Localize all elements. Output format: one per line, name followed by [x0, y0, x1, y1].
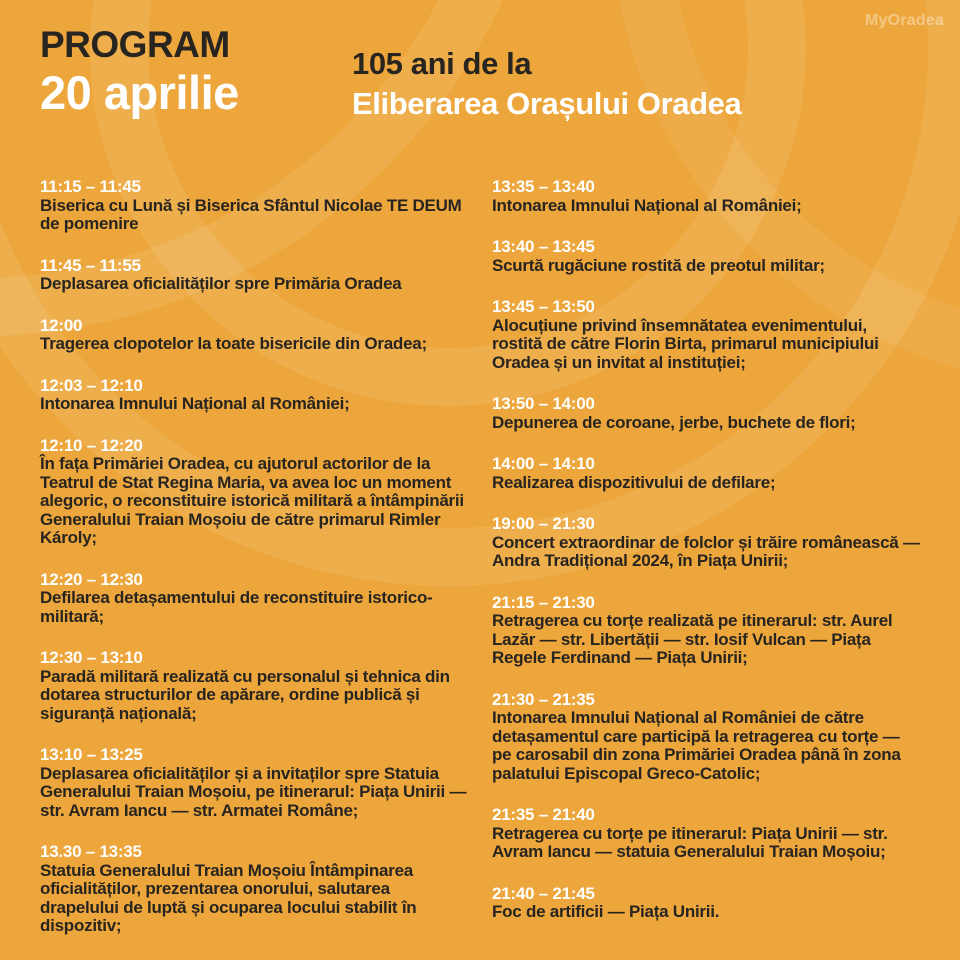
item-description: Deplasarea oficialităților și a invitaților spre Statuia Generalului Traian Moșoiu, pe itinerarul: Piața Unirii — str. Avram Iancu — str. Armatei Române; — [40, 763, 467, 820]
schedule-item — [40, 571, 468, 627]
item-time: 14:00 – 14:10 — [492, 454, 595, 473]
event-date: 20 aprilie — [40, 66, 239, 119]
schedule — [40, 178, 920, 936]
schedule-item — [492, 691, 920, 784]
item-description: Depunerea de coroane, jerbe, buchete de flori; — [492, 412, 856, 432]
schedule-item — [40, 178, 468, 234]
schedule-column-right — [492, 178, 920, 936]
item-time: 13:10 – 13:25 — [40, 745, 143, 764]
title-block — [40, 24, 239, 119]
schedule-item — [40, 746, 468, 820]
schedule-item — [40, 843, 468, 936]
schedule-item — [492, 885, 920, 922]
item-description: Intonarea Imnului Național al României; — [492, 195, 802, 215]
schedule-item — [40, 257, 468, 294]
schedule-item — [492, 298, 920, 372]
program-label: PROGRAM — [40, 24, 230, 65]
item-time: 21:40 – 21:45 — [492, 883, 595, 903]
subtitle-event-name: Eliberarea Orașului Oradea — [352, 85, 742, 121]
brand-watermark: MyOradea — [865, 12, 944, 29]
item-time: 12:20 – 12:30 — [40, 569, 143, 589]
item-time: 13:50 – 14:00 — [492, 394, 595, 413]
item-time: 13.30 – 13:35 — [40, 842, 142, 861]
item-time: 21:15 – 21:30 — [492, 592, 595, 612]
item-description: Intonarea Imnului Național al României de către detașamentul care participă la retragerea cu torțe — pe carosabil din zona Primăriei Oradea până în zona palatului Episcopal Greco-Catolic; — [492, 708, 901, 783]
item-time: 19:00 – 21:30 — [492, 514, 595, 533]
item-description: Biserica cu Lună și Biserica Sfântul Nicolae TE DEUM de pomenire — [40, 195, 462, 233]
item-description: Foc de artificii — Piața Unirii. — [492, 902, 720, 921]
schedule-item — [492, 594, 920, 668]
item-description: Paradă militară realizată cu personalul și tehnica din dotarea structurilor de apărare, ordine publică și siguranță națională; — [40, 666, 450, 723]
item-time: 21:30 – 21:35 — [492, 689, 595, 709]
item-description: Alocuțiune privind însemnătatea evenimentului, rostită de către Florin Birta, primarul municipiului Oradea și un invitat al instituției; — [492, 315, 879, 372]
schedule-item — [40, 437, 468, 548]
item-description: Intonarea Imnului Național al României; — [40, 394, 350, 413]
item-time: 13:35 – 13:40 — [492, 177, 595, 196]
item-time: 11:15 – 11:45 — [40, 177, 141, 196]
item-time: 12:30 – 13:10 — [40, 648, 143, 667]
item-time: 12:10 – 12:20 — [40, 435, 143, 455]
schedule-item — [40, 649, 468, 723]
item-description: Retragerea cu torțe pe itinerarul: Piața Unirii — str. Avram Iancu — statuia Generalului Traian Moșoiu; — [492, 823, 888, 861]
item-description: Realizarea dispozitivului de defilare; — [492, 472, 776, 492]
schedule-item — [492, 395, 920, 432]
schedule-item — [40, 317, 468, 354]
schedule-item — [492, 238, 920, 275]
item-description: Deplasarea oficialităților spre Primăria Oradea — [40, 274, 402, 293]
item-description: Statuia Generalului Traian Moșoiu Întâmpinarea oficialităților, prezentarea onorului, salutarea drapelului de luptă și ocuparea locului stabilit în dispozitiv; — [40, 860, 417, 935]
item-description: Retragerea cu torțe realizată pe itinerarul: str. Aurel Lazăr — str. Libertății — str. Iosif Vulcan — Piața Regele Ferdinand — Piața Unirii; — [492, 611, 893, 667]
schedule-item — [492, 806, 920, 862]
item-description: Concert extraordinar de folclor și trăire românească — Andra Tradițional 2024, în Piața Unirii; — [492, 532, 920, 570]
subtitle-anniversary: 105 ani de la — [352, 46, 532, 81]
schedule-item — [492, 455, 920, 492]
item-description: Scurtă rugăciune rostită de preotul militar; — [492, 255, 825, 275]
item-description: Defilarea detașamentului de reconstituire istorico-militară; — [40, 588, 433, 626]
schedule-item — [492, 178, 920, 215]
schedule-column-left — [40, 178, 468, 936]
schedule-item — [40, 377, 468, 414]
schedule-item — [492, 515, 920, 571]
item-time: 12:00 — [40, 315, 83, 335]
item-time: 12:03 – 12:10 — [40, 375, 143, 395]
item-time: 13:45 – 13:50 — [492, 297, 595, 316]
item-time: 13:40 – 13:45 — [492, 237, 595, 256]
event-subtitle — [352, 44, 741, 123]
item-description: În fața Primăriei Oradea, cu ajutorul actorilor de la Teatrul de Stat Regina Maria, va avea loc un moment alegoric, o reconstituire istorică militară a întâmpinării Generalului Traian Moșoiu de către primarul Rimler Károly; — [40, 454, 464, 547]
item-time: 11:45 – 11:55 — [40, 255, 141, 275]
item-description: Tragerea clopotelor la toate bisericile din Oradea; — [40, 334, 427, 353]
item-time: 21:35 – 21:40 — [492, 805, 595, 824]
